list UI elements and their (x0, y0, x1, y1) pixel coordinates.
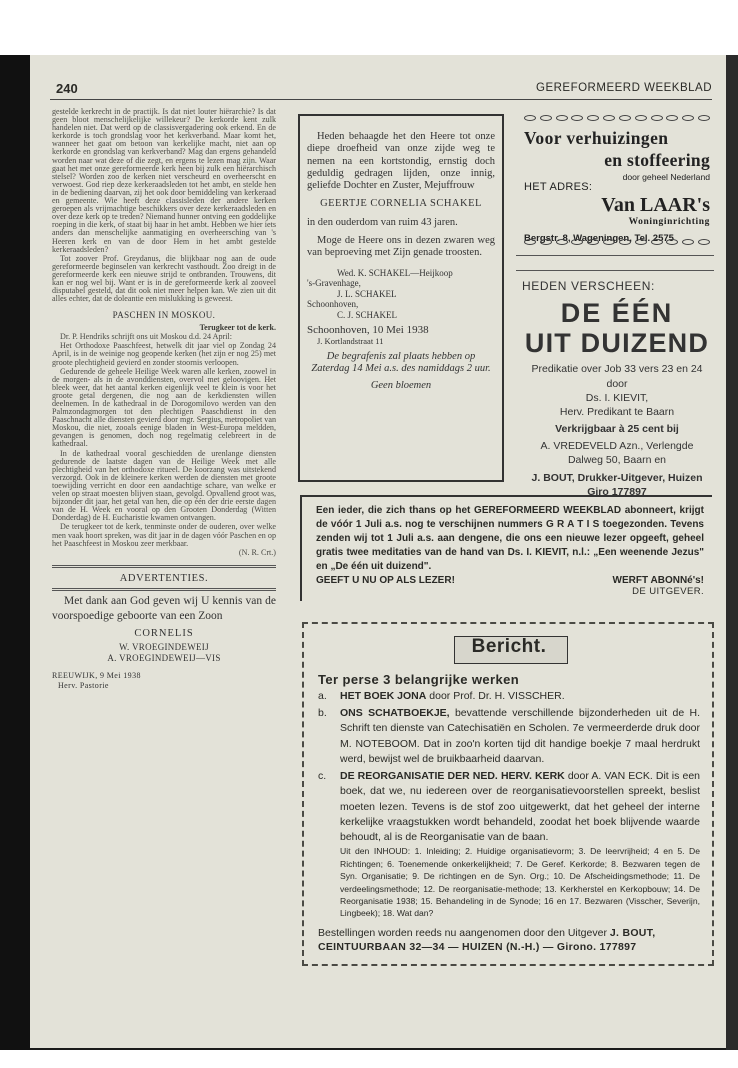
death-wish: Moge de Heere ons in dezen zwaren weg van beproeving met Zijn genade troosten. (307, 234, 495, 259)
article-paragraph: Gedurende de geheele Heilige Week waren alle kerken, zoowel in de morgen- als in de avonddiensten, overvol met geloovigen. Het bleek weer, dat het aantal kerken eigenlijk veel te klein is voor het groote getal dergenen, die nog aan de kerkdiensten willen deelnemen. In de kathedraal in de Dorogomilovo werden van den Palmzondagmorgen tot den plechtigen Paaschdienst in den Paaschnacht alle diensten gevierd door mgr. Sergius, metropoliet van Moskou, die niet, zooals eenige bladen in West-Europa meldden, gevangen is genomen, doch nog regelmatig celebreert in de kathedraal. (52, 366, 276, 449)
bericht-box (302, 622, 714, 966)
ornament-border-icon (524, 238, 710, 246)
binding-edge (0, 55, 30, 1050)
book-ad-heading: HEDEN VERSCHEEN: (522, 279, 655, 293)
no-flowers-note: Geen bloemen (370, 380, 432, 392)
death-age: in den ouderdom van ruim 43 jaren. (307, 216, 458, 228)
ad-rule (516, 270, 714, 271)
article-paragraph: Dr. P. Hendriks schrijft ons uit Moskou d.d. 24 April: (60, 332, 232, 342)
moving-ad (524, 128, 710, 244)
book-title-line2: UIT DUIZEND (524, 327, 710, 358)
article-paragraph: Tot zoover Prof. Greydanus, die blijkbaar nog aan de oude gereformeerde beginselen van kerkrecht vasthoudt. Zoo dreigt in de gereformeerde kerk een nieuwe strijd te ontbranden. Trouwens, dit kan er nog wel bij. Want er is in de gereformeerde kerk al zooveel disputabel gesteld, dat dit ook niet meer helpen kan. We zien uit dit alles echter, dat de doleantie een mislukking is geweest. (52, 253, 276, 304)
moscow-source: (N. R. Crt.) (238, 547, 276, 557)
death-address: J. Kortlandstraat 11 (317, 335, 384, 346)
item-title: DE REORGANISATIE DER NED. HERV. KERK (340, 770, 565, 783)
family-list (307, 268, 495, 321)
book-author-role: Herv. Predikant te Baarn (559, 405, 675, 418)
moving-company: Van LAAR's (601, 194, 710, 216)
subscription-notice (300, 495, 712, 601)
article-paragraph: In de kathedraal vooral geschiedden de urenlange diensten gedurende de laatste dagen van de Heilige Week met alle plechtigheid van het orthodoxe ritueel. De koorzang was uitstekend verzorgd. Ook in de kleinere kerken werden de diensten met groote toewijding verricht en door een aandachtige schare, van welke er velen op straat moesten blijven staan, gevolgd. Opvallend groot was, bijzonder dit jaar, het getal van hen, die op één der drie eerste dagen van de H. Week en vooral op den Grooten Donderdag (Witten Donderdag) de H. Eucharistie kwamen ontvangen. (52, 448, 276, 523)
item-text: bevattende verschillende bijzonderheden uit de H. Schrift ten dienste van Catechisatiën en Scholen. 7e vermeerderde druk door M. NOTEBOOM. Dat in zoo'n korten tijd dit handige boekje 7 maal herdrukt werd, bewijst wel de bruikbaarheid daarvan. (340, 707, 701, 765)
ornament-border-icon (524, 114, 710, 122)
book-seller: A. VREDEVELD Azn., Verlengde Dalweg 50, Baarn en (540, 440, 694, 467)
bericht-item (318, 689, 700, 704)
item-text: door Prof. Dr. H. VISSCHER. (426, 690, 565, 702)
moving-ad-line2: en stoffeering (604, 150, 710, 170)
header-rule (50, 99, 712, 100)
death-place-date: Schoonhoven, 10 Mei 1938 (307, 324, 429, 337)
book-ad (522, 279, 712, 499)
order-note (318, 926, 700, 954)
ad-rule (516, 255, 714, 256)
page-number: 240 (56, 81, 78, 96)
book-publisher: J. BOUT, Drukker-Uitgever, Huizen Giro 177897 (531, 471, 703, 498)
father-name: W. VROEGINDEWEIJ (119, 642, 209, 653)
subscription-signed: DE UITGEVER. (632, 586, 704, 597)
item-letter: a. (318, 690, 327, 702)
order-text: Bestellingen worden reeds nu aangenomen door den Uitgever (318, 926, 607, 939)
moving-address: Bergstr. 8, Wageningen, Tel. 2575 (524, 233, 674, 244)
book-by: door (606, 377, 628, 390)
item-title: ONS SCHATBOEKJE, (340, 707, 450, 720)
subscription-text: Een ieder, die zich thans op het GEREFORMEERD WEEKBLAD abonneert, krijgt de vóór 1 Juli a.s. nog te verschijnen nummers G R A T I S toegezonden. Tevens zenden wij tot 1 Juli a.s. aan dengene, die ons een nieuwe lezer opgeeft, geheel gratis twee meditaties van de hand van Ds. I. KIEVIT, n.l.: „Een weenende Jezus" en „De één uit duizend". (316, 505, 704, 572)
birth-address: Herv. Pastorie (58, 680, 109, 690)
moscow-subheading: Terugkeer tot de kerk. (199, 323, 276, 333)
bericht-title: Bericht. (471, 636, 547, 657)
item-text: door A. VAN ECK. Dit is een boek, dat we, nu iedereen over de reorganisatievoorstellen spreekt, beslist moeten lezen. Tevens is de stof zoo uitgewerkt, dat het geheel der interne kerkelijke vraagstukken wordt behandeld, zoodat het boek blijvende waarde behoudt, al is de Reorganisatie van de baan. (340, 770, 701, 843)
birth-place-date: REEUWIJK, 9 Mei 1938 (52, 670, 141, 680)
ads-heading: ADVERTENTIES. (119, 572, 209, 584)
moving-tagline: Woninginrichting (628, 217, 710, 227)
birth-announcement (52, 594, 276, 690)
article-paragraph: Het Orthodoxe Paaschfeest, hetwelk dit jaar viel op Zondag 24 April, is in de weinige nog geopende kerken (het zijn er nog 25) met groote plechtigheid gevierd en zonder stoornis verloopen. (52, 341, 276, 367)
moving-ad-line3: door geheel Nederland (622, 172, 710, 182)
running-title: GEREFORMEERD WEEKBLAD (536, 82, 712, 94)
item-letter: c. (318, 770, 327, 783)
bericht-intro: Ter perse 3 belangrijke werken (318, 672, 520, 687)
book-price: Verkrijgbaar à 25 cent bij (555, 423, 679, 436)
ads-rule (52, 588, 276, 591)
mother-name: A. VROEGINDEWEIJ—VIS (107, 653, 221, 664)
book-subtitle: Predikatie over Job 33 vers 23 en 24 (531, 363, 703, 376)
family-place: Schoonhoven, (307, 299, 359, 310)
family-place: 's-Gravenhage, (307, 278, 361, 289)
order-publisher: J. BOUT, (609, 926, 656, 939)
bericht-item (318, 769, 700, 920)
item-title: HET BOEK JONA (340, 690, 427, 702)
subscription-cta-right: WERFT ABONNé's! (612, 575, 704, 586)
book-contents: Uit den INHOUD: 1. Inleiding; 2. Huidige organisatievorm; 3. De leervrijheid; 4 en 5. De Richtingen; 6. Toenemende onkerkelijkheid; 7. De Geref. Kerkorde; 8. Bezwaren tegen de Syn. Organisatie; 9. De richtingen en de Syn. Org.; 10. De Afscheidingsmethode; 11. De verdeelingsmethode; 12. De reorganisatie-methode; 13. Kerkherstel en Kerkopbouw; 14. De Reorganisatie 1938; 15. Behandeling in de Synode; 16 en 17. Bezwaren (Visscher, Severijn, Lingbeek); 18. Wat dan? (340, 846, 700, 919)
death-message: Heden behaagde het den Heere tot onze diepe droefheid van onze zijde weg te nemen na een kortstondig, ernstig doch geduldig gedragen lijden, onze innig, geliefde Dochter en Zuster, Mejuffrouw (307, 131, 495, 192)
book-title-line1: DE ÉÉN (560, 298, 674, 328)
book-author: Ds. I. KIEVIT, (585, 391, 649, 404)
family-member: C. J. SCHAKEL (337, 309, 398, 320)
item-letter: b. (318, 707, 327, 720)
family-member: Wed. K. SCHAKEL—Heijkoop (337, 267, 453, 278)
article-paragraph: gestelde kerkrecht in de practijk. Is dat niet louter hiërarchie? Is dat geen bloot menschelijkelijke willekeur? De kerkorde kent zulk handelen niet. Dat werd op de classisvergadering ook erkend. En de kerkorde is toch grondslag voor het kerkverband. Maar komt het, wanneer het gaat om betoon van kerkelijke macht, niet aan op kerkorde en grondslag van kerkverband? Mag dan ergens gehandeld worden naar wat deze of die zegt, en ergens te lezen mag zijn. Waar gaat het met onze gereformeerde kerk heen bij zulk een hiërarchisch stelsel? Worden zoo de kerken niet verscheurd en overheerscht en verwoest. God riep deze kerkeraadsleden tot het ambt, en stelde hen in de bediening daarvan, zij het ook door bemiddeling van kerkeraad en gemeente. Wie heeft deze classisleden der andere kerken geroepen als vrijmachtige beschikkers over deze kerkeraadsleden en over deze kerk op te treden? Niemand hunner ontving een goddelijke roeping in die kerk, of staat bij haar in het ambt. Hebben we hier iets anders dan menschelijke aanmatiging en overheersching van 's Heeren kerk en van de door Hem in het ambt gestelde kerkeraadsleden? (52, 107, 276, 254)
death-notice (298, 114, 504, 482)
page-edge (726, 55, 738, 1050)
ads-rule (52, 565, 276, 568)
left-column (52, 108, 276, 691)
birth-message: Met dank aan God geven wij U kennis van de voorspoedige geboorte van een Zoon (52, 595, 276, 622)
family-member: J. L. SCHAKEL (337, 288, 397, 299)
bericht-item (318, 706, 700, 767)
burial-info: De begrafenis zal plaats hebben op Zaterdag 14 Mei a.s. des namiddags 2 uur. (311, 350, 491, 375)
moscow-heading: PASCHEN IN MOSKOU. (112, 310, 216, 321)
order-address: CEINTUURBAAN 32—34 — HUIZEN (N.-H.) — Girono. 177897 (318, 941, 637, 954)
article-paragraph: De terugkeer tot de kerk, tenminste onder de ouderen, over welke men vaak hoort spreken, was dit jaar in de dagen vóór Paschen en op het Paaschfeest in Moskou zeer merkbaar. (52, 522, 276, 548)
moving-ad-line4: HET ADRES: (524, 181, 593, 193)
moving-ad-line1: Voor verhuizingen (524, 128, 669, 148)
subscription-cta-left: GEEFT U NU OP ALS LEZER! (316, 575, 455, 586)
child-name: CORNELIS (134, 628, 194, 640)
deceased-name: GEERTJE CORNELIA SCHAKEL (320, 198, 482, 210)
